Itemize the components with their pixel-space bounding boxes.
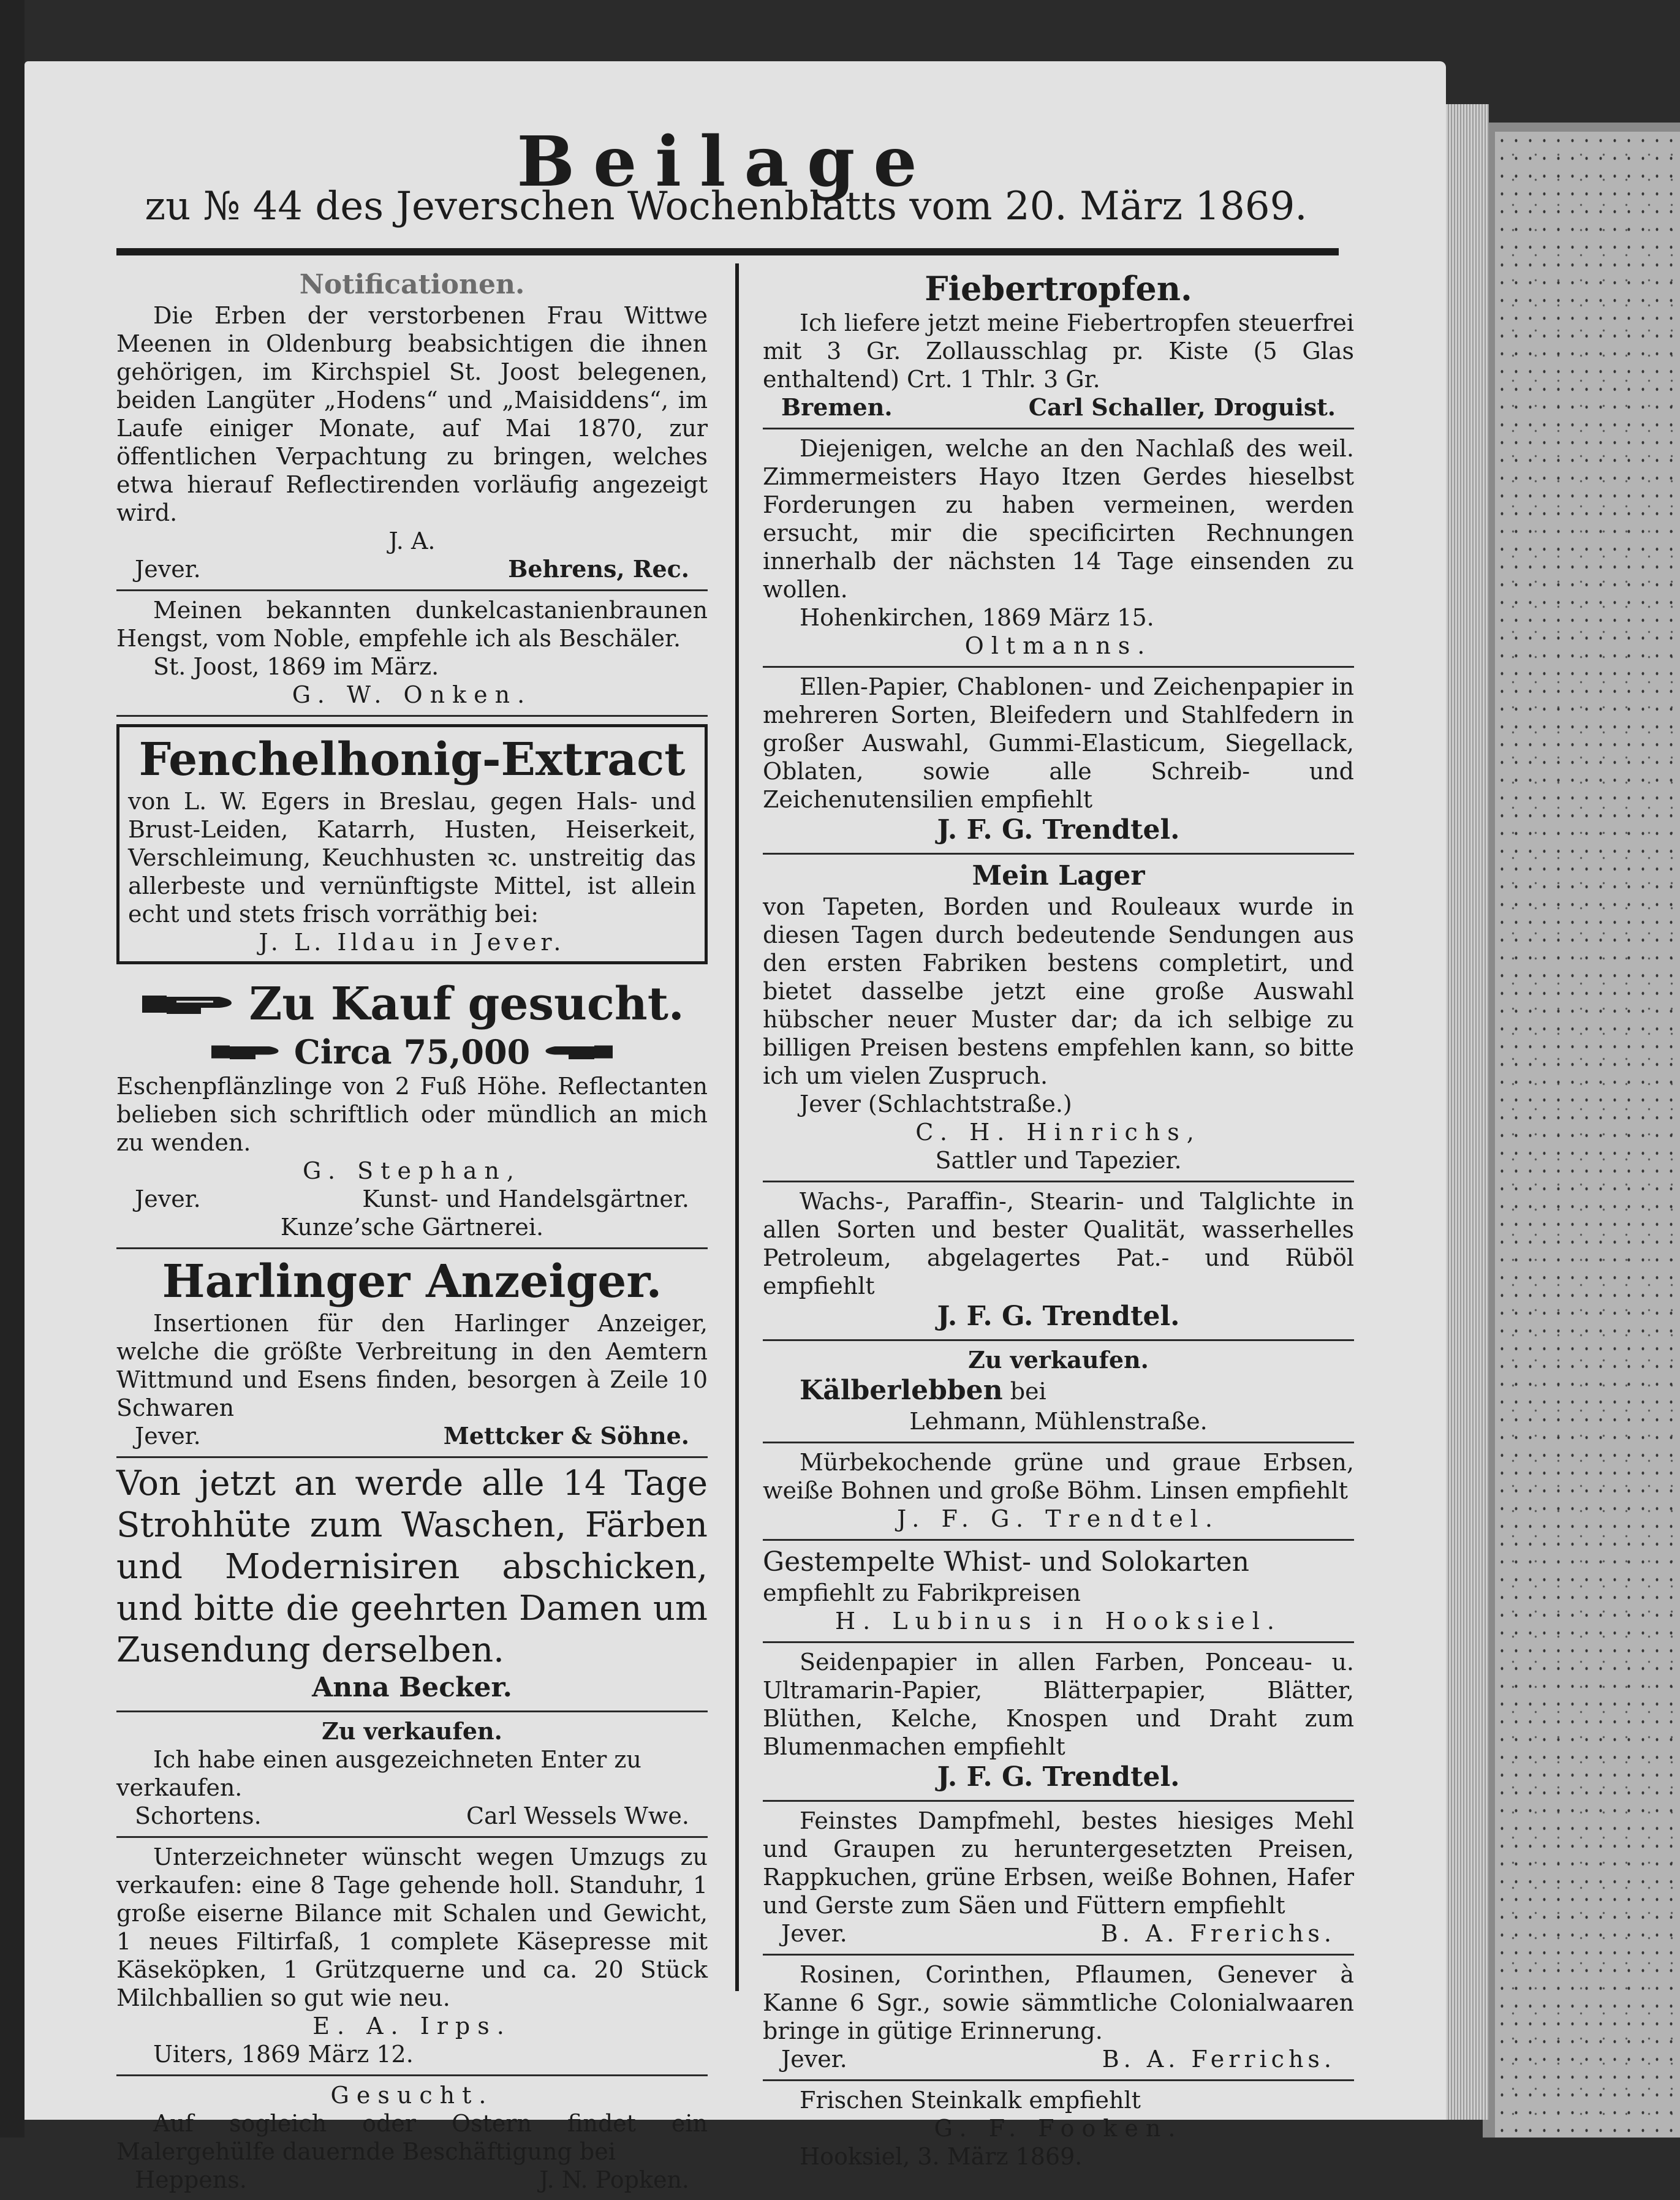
- ad-seidenpapier: [763, 1643, 1354, 1802]
- ad-body: Ich habe einen ausgezeichneten Enter zu verkaufen.: [116, 1746, 641, 1801]
- ad-signer: E. A. Irps.: [312, 2013, 512, 2039]
- ad-dateline: Hooksiel, 3. März 1869.: [800, 2143, 1083, 2170]
- ad-papier: [763, 668, 1354, 855]
- ad-place: Jever.: [135, 1185, 201, 1212]
- ad-amount: Circa 75,000: [293, 1032, 531, 1072]
- ad-body: Frischen Steinkalk empfiehlt: [800, 2087, 1141, 2114]
- ad-strohhuete: [116, 1458, 708, 1712]
- ad-place: Jever.: [135, 1423, 201, 1450]
- right-column: [763, 263, 1354, 2177]
- page-subtitle: zu № 44 des Jeverschen Wochenblatts vom 20. März 1869.: [145, 184, 1307, 229]
- ad-body: Auf sogleich oder Ostern findet ein Malergehülfe dauernde Beschäftigung bei: [116, 2110, 708, 2165]
- header-rule: [116, 248, 1339, 255]
- ad-place: Schortens.: [135, 1802, 262, 1829]
- ad-signer: Anna Becker.: [312, 1672, 512, 1703]
- pointing-hand-icon: [140, 989, 238, 1019]
- ad-signer: J. N. Popken.: [539, 2166, 689, 2193]
- ad-body: Von jetzt an werde alle 14 Tage Strohhüte zum Waschen, Färben und Modernisiren abschicken, und bitte die geehrten Damen um Zusendung derselben.: [116, 1464, 708, 1670]
- ad-body: Eschenpflänzlinge von 2 Fuß Höhe. Reflectanten belieben sich schriftlich oder mündlich an mich zu wenden.: [116, 1073, 708, 1156]
- ad-signer: H. Lubinus in Hooksiel.: [834, 1608, 1282, 1635]
- ad-gesucht: [116, 2076, 708, 2200]
- ad-enter: [116, 1712, 708, 1838]
- ad-title: Fenchelhonig-Extract: [138, 733, 686, 786]
- ad-firm: Kunze’sche Gärtnerei.: [280, 1214, 544, 1241]
- ad-harlinger: [116, 1249, 708, 1458]
- ad-signer: C. H. Hinrichs,: [915, 1119, 1201, 1146]
- ad-role: Kunst- und Handelsgärtner.: [362, 1185, 689, 1212]
- ad-mark: J. A.: [388, 527, 436, 554]
- ad-body: Feinstes Dampfmehl, bestes hiesiges Mehl und Graupen zu heruntergesetzten Preisen, Rappkuchen, grüne Erbsen, weiße Bohnen, Hafer und Gerste zum Säen und Füttern empfiehlt: [763, 1807, 1354, 1919]
- ad-title: Mein Lager: [972, 860, 1145, 891]
- ad-place: Jever.: [135, 556, 201, 583]
- ad-umzug: [116, 1838, 708, 2076]
- ad-hengst: [116, 591, 708, 717]
- ad-dateline: Uiters, 1869 März 12.: [153, 2041, 414, 2068]
- ad-body: Ich liefere jetzt meine Fiebertropfen steuerfrei mit 3 Gr. Zollausschlag pr. Kiste (5 Glas enthaltend) Crt. 1 Thlr. 3 Gr.: [763, 309, 1354, 393]
- ad-body: Diejenigen, welche an den Nachlaß des weil. Zimmermeisters Hayo Itzen Gerdes hieselbst Forderungen zu haben vermeinen, werden ersucht, mir die specificirten Rechnungen innerhalb der nächsten 14 Tage einsenden zu wollen.: [763, 435, 1354, 603]
- ad-lichte: [763, 1182, 1354, 1341]
- ad-signer: Oltmanns.: [964, 632, 1152, 659]
- ad-place: Jever.: [781, 2046, 847, 2073]
- ad-kaelberlebben: [763, 1341, 1354, 1443]
- ad-body: Unterzeichneter wünscht wegen Umzugs zu verkaufen: eine 8 Tage gehende holl. Standuhr, 1 große eiserne Bilance mit Schalen und Gewicht, 1 neues Filtirfaß, 1 complete Käsepresse mit Käseköpken, 1 Grützquerne und ca. 20 Stück Milchballien so gut wie neu.: [116, 1843, 708, 2011]
- ad-erbsen: [763, 1443, 1354, 1541]
- column-divider: [735, 263, 739, 1991]
- ad-body: Mürbekochende grüne und graue Erbsen, weiße Bohnen und große Böhm. Linsen empfiehlt: [763, 1449, 1354, 1504]
- ad-body: Seidenpapier in allen Farben, Ponceau- u. Ultramarin-Papier, Blätterpapier, Blätter, Blüthen, Kelche, Knospen und Draht zum Blumenmachen empfiehlt: [763, 1649, 1354, 1760]
- ad-body: Wachs-, Paraffin-, Stearin- und Talglichte in allen Sorten und bester Qualität, wasserhelles Petroleum, abgelagertes Pat.- und Rüböl empfiehlt: [763, 1188, 1354, 1299]
- ad-title: Notificationen.: [299, 269, 525, 300]
- ad-body: Insertionen für den Harlinger Anzeiger, welche die größte Verbreitung in den Aemtern Wittmund und Esens finden, besorgen à Zeile 10 Schwaren: [116, 1310, 708, 1421]
- page-title: Beilage: [516, 122, 936, 202]
- ad-title: Gesucht.: [330, 2082, 494, 2109]
- ad-signer: J. F. G. Trendtel.: [937, 814, 1180, 845]
- ad-signer: G. W. Onken.: [292, 681, 532, 708]
- page-edges: [1440, 104, 1489, 2120]
- ad-signer: Carl Wessels Wwe.: [466, 1802, 689, 1829]
- ad-body: Die Erben der verstorbenen Frau Wittwe Meenen in Oldenburg beabsichtigen die ihnen gehörigen, im Kirchspiel St. Joost belegenen, beiden Langüter „Hodens“ und „Maisiddens“, im Laufe einiger Monate, auf Mai 1870, zur öffentlichen Verpachtung zu bringen, welches etwa hierauf Reflectirenden vorläufig angezeigt wird.: [116, 302, 708, 526]
- ad-zu-kauf: [116, 972, 708, 1249]
- ad-signer: G. F. Fooken.: [934, 2115, 1183, 2142]
- ad-place: Bremen.: [781, 393, 893, 421]
- ad-body: Ellen-Papier, Chablonen- und Zeichenpapier in mehreren Sorten, Bleifedern und Stahlfedern in großer Auswahl, Gummi-Elasticum, Siegellack, Oblaten, sowie alle Schreib- und Zeichenutensilien empfiehlt: [763, 673, 1354, 813]
- ad-place: Jever.: [781, 1920, 847, 1947]
- ad-signer: Behrens, Rec.: [508, 555, 689, 583]
- ad-signer: J. L. Ildau in Jever.: [259, 929, 566, 956]
- ad-signer: J. F. G. Trendtel.: [897, 1505, 1220, 1532]
- ad-fiebertropfen: [763, 263, 1354, 429]
- ad-signer: G. Stephan,: [303, 1157, 521, 1184]
- ad-body: Rosinen, Corinthen, Pflaumen, Genever à Kanne 6 Sgr., sowie sämmtliche Colonialwaaren bringe in gütige Erinnerung.: [763, 1961, 1354, 2044]
- ad-body: von Tapeten, Borden und Rouleaux wurde in diesen Tagen durch bedeutende Sendungen aus den ersten Fabriken bestens completirt, und bietet dasselbe jetzt eine große Auswahl hübscher neuer Muster dar; da ich selbige zu billigen Preisen bestens empfehlen kann, so bitte ich um vielen Zuspruch.: [763, 893, 1354, 1089]
- scan-background-left: [0, 0, 25, 2138]
- ad-fenchelhonig: [116, 724, 708, 964]
- ad-title: Harlinger Anzeiger.: [162, 1255, 662, 1308]
- pointing-hand-icon: [210, 1041, 283, 1063]
- ad-title: Gestempelte Whist- und Solokarten: [763, 1546, 1249, 1578]
- ad-signer: J. F. G. Trendtel.: [937, 1761, 1180, 1793]
- ad-item-suffix: bei: [1010, 1378, 1046, 1405]
- ad-signer: Mettcker & Söhne.: [443, 1422, 689, 1450]
- book-spine-texture: [1495, 132, 1680, 2138]
- ad-mein-lager: [763, 855, 1354, 1182]
- ad-steinkalk: [763, 2081, 1354, 2177]
- ad-rosinen: [763, 1956, 1354, 2081]
- ad-title: Zu Kauf gesucht.: [249, 978, 684, 1030]
- ad-notificationen: [116, 263, 708, 591]
- ad-body: empfiehlt zu Fabrikpreisen: [763, 1579, 1081, 1606]
- ad-title: Fiebertropfen.: [925, 269, 1192, 308]
- ad-title: Zu verkaufen.: [322, 1717, 502, 1745]
- ad-place: Heppens.: [135, 2166, 247, 2193]
- ad-signer: B. A. Ferrichs.: [1102, 2046, 1336, 2073]
- pointing-hand-icon: [541, 1041, 615, 1063]
- ad-item: Kälberlebben: [800, 1375, 1003, 1406]
- ad-dateline: Hohenkirchen, 1869 März 15.: [800, 604, 1154, 631]
- ad-signer: Lehmann, Mühlenstraße.: [909, 1408, 1208, 1435]
- ad-whistkarten: [763, 1541, 1354, 1643]
- left-column: [116, 263, 708, 2200]
- ad-signer: B. A. Frerichs.: [1100, 1920, 1336, 1947]
- ad-body: Meinen bekannten dunkelcastanienbraunen Hengst, vom Noble, empfehle ich als Beschäler.: [116, 597, 708, 652]
- ad-signer: Carl Schaller, Droguist.: [1028, 393, 1336, 421]
- ad-dateline: St. Joost, 1869 im März.: [153, 653, 439, 680]
- ad-dampfmehl: [763, 1802, 1354, 1956]
- ad-role: Sattler und Tapezier.: [935, 1147, 1182, 1174]
- ad-place: Jever (Schlachtstraße.): [800, 1091, 1072, 1117]
- ad-signer: J. F. G. Trendtel.: [937, 1301, 1180, 1332]
- ad-nachlass: [763, 429, 1354, 668]
- ad-body: von L. W. Egers in Breslau, gegen Hals- und Brust-Leiden, Katarrh, Husten, Heiserkeit, Verschleimung, Keuchhusten ꝛc. unstreitig das allerbeste und vernünftigste Mittel, ist allein echt und stets frisch vorräthig bei:: [128, 788, 696, 928]
- ad-title: Zu verkaufen.: [968, 1346, 1149, 1374]
